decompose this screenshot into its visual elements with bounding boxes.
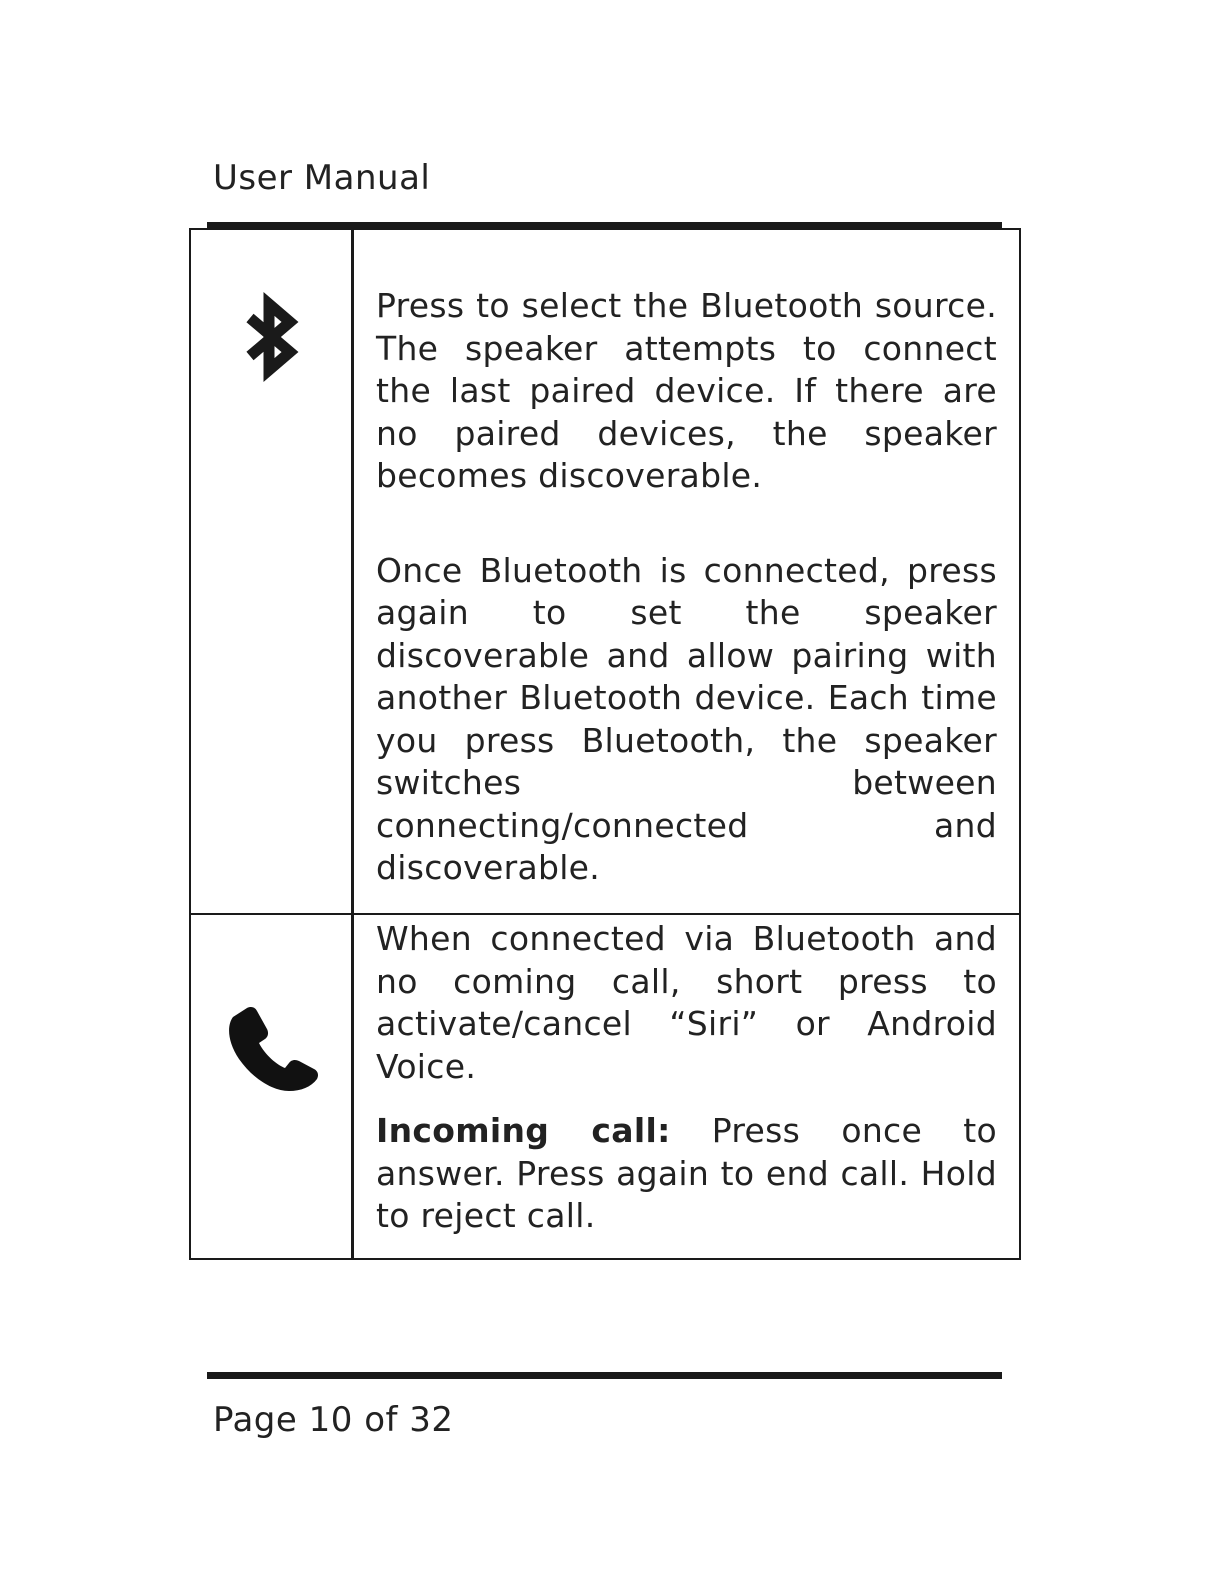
page-header-title: User Manual xyxy=(213,158,431,198)
controls-table xyxy=(189,228,1021,1260)
incoming-call-text: Press once to answer. Press again to end call. Hold to reject call. xyxy=(376,1111,998,1235)
icon-cell xyxy=(191,230,354,913)
table-row-bluetooth xyxy=(191,230,1019,913)
description-cell xyxy=(354,230,1019,913)
table-row-phone xyxy=(191,913,1019,1258)
bluetooth-icon xyxy=(236,292,306,382)
bluetooth-description: Press to select the Bluetooth source. The speaker attempts to connect the last paired device. If there are no paired devices, the speaker becomes discoverable. xyxy=(376,286,997,495)
description-cell xyxy=(354,915,1019,1258)
incoming-call-label: Incoming call: xyxy=(376,1111,671,1150)
icon-cell xyxy=(191,915,354,1258)
incoming-call-description xyxy=(376,1110,997,1238)
voice-assistant-description: When connected via Bluetooth and no coming call, short press to activate/cancel “Siri” or Android Voice. xyxy=(376,919,997,1086)
footer-rule xyxy=(207,1372,1002,1379)
phone-icon xyxy=(223,1003,323,1095)
page-number: Page 10 of 32 xyxy=(213,1400,454,1440)
bluetooth-pairing-description: Once Bluetooth is connected, press again to set the speaker discoverable and allow pairing with another Bluetooth device. Each time you press Bluetooth, the speaker switches between connecting/connected and discoverable. xyxy=(376,550,997,887)
